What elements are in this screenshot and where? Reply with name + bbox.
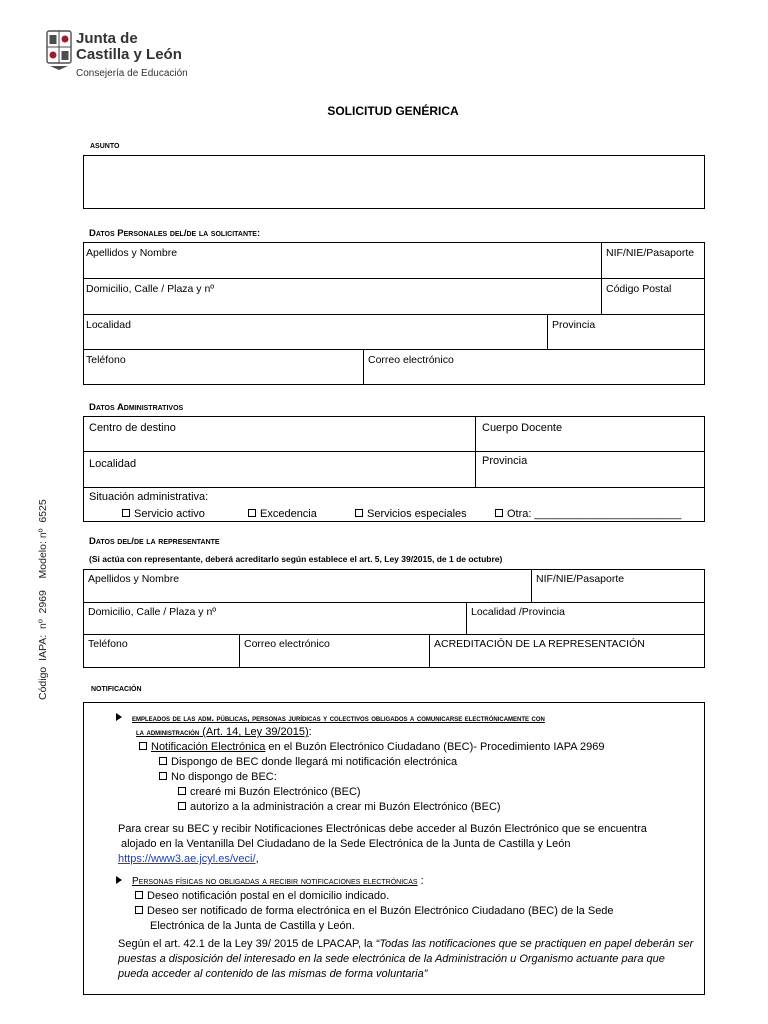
obligados-line-2 xyxy=(136,725,312,739)
para-line-1: Para crear su BEC y recibir Notificaciones Electrónicas debe acceder al Buzón Electrónico que se encuentra xyxy=(118,823,647,835)
electronica-line-2: Electrónica de la Junta de Castilla y León. xyxy=(150,920,355,932)
obligados-text-2c: : xyxy=(308,726,312,738)
personales-table xyxy=(83,242,705,385)
nif-label: NIF/NIE/Pasaporte xyxy=(606,247,695,259)
provincia-field[interactable] xyxy=(548,315,704,349)
para-line-3 xyxy=(118,852,259,866)
logo-line-3: Consejería de Educación xyxy=(76,68,188,79)
option-activo-label: Servicio activo xyxy=(134,508,205,520)
checkbox-icon xyxy=(248,509,256,517)
checkbox-icon xyxy=(159,757,167,765)
representante-heading: Datos del/de la representante xyxy=(89,536,220,547)
logo xyxy=(46,30,186,86)
arrow-bullet-icon xyxy=(116,713,122,721)
localidad-label: Localidad xyxy=(86,319,131,331)
administrativos-table xyxy=(83,416,705,522)
rep-domicilio-label: Domicilio, Calle / Plaza y nº xyxy=(88,606,217,618)
obligados-text-1: empleados de las adm. públicas, personas jurídicas y colectivos obligados a comunicarse electrónicamente con xyxy=(132,713,545,723)
correo-field[interactable] xyxy=(364,350,704,385)
page-title: SOLICITUD GENÉRICA xyxy=(327,104,459,118)
rep-acreditacion-field[interactable] xyxy=(430,635,704,667)
representante-note: (Si actúa con representante, deberá acreditarlo según establece el art. 5, Ley 39/2015, de 1 de octubre) xyxy=(89,554,503,564)
personales-heading: Datos Personales del/de la solicitante: xyxy=(89,228,261,239)
option-otra[interactable] xyxy=(495,508,681,521)
arrow-bullet-icon xyxy=(116,876,122,884)
rep-telefono-label: Teléfono xyxy=(88,638,128,650)
obligados-text-2a: la administración xyxy=(136,727,200,737)
telefono-label: Teléfono xyxy=(86,354,126,366)
rep-localidad-label: Localidad /Provincia xyxy=(471,606,565,618)
creare-text: crearé mi Buzón Electrónico (BEC) xyxy=(190,786,361,798)
rep-acreditacion-label: ACREDITACIÓN DE LA REPRESENTACIÓN xyxy=(434,638,645,650)
cuerpo-field[interactable] xyxy=(476,417,704,451)
segun-text-a: Según el art. 42.1 de la Ley 39/ 2015 de LPACAP, la xyxy=(118,938,376,950)
rep-localidad-field[interactable] xyxy=(467,603,704,634)
coat-of-arms-icon xyxy=(46,30,72,70)
bec-text-b: en el Buzón Electrónico Ciudadano (BEC)- Procedimiento IAPA 2969 xyxy=(265,741,605,753)
administrativos-heading: Datos Administrativos xyxy=(89,402,184,413)
bec-text-a: Notificación Electrónica xyxy=(151,741,266,753)
cp-label: Código Postal xyxy=(606,283,672,295)
electronica-text-1: Deseo ser notificado de forma electrónica en el Buzón Electrónico Ciudadano (BEC) de la Sede xyxy=(147,905,614,917)
apellidos-label: Apellidos y Nombre xyxy=(86,247,178,259)
option-servicios-especiales[interactable] xyxy=(355,508,467,521)
fisicas-line xyxy=(116,874,424,889)
checkbox-icon xyxy=(159,772,167,780)
obligados-text-2b: (Art. 14, Ley 39/2015) xyxy=(199,726,309,738)
obligados-line-1 xyxy=(116,711,545,725)
option-notificacion-electronica[interactable] xyxy=(139,740,605,754)
asunto-field[interactable] xyxy=(83,155,705,209)
checkbox-icon xyxy=(135,891,143,899)
adm-provincia-field[interactable] xyxy=(476,452,704,487)
rep-correo-label: Correo electrónico xyxy=(244,638,330,650)
logo-line-1: Junta de xyxy=(76,30,138,47)
checkbox-icon xyxy=(135,906,143,914)
rep-apellidos-field[interactable] xyxy=(84,570,531,602)
option-autorizo-bec[interactable] xyxy=(178,800,501,814)
option-no-dispongo-bec[interactable] xyxy=(159,770,277,784)
dispongo-text: Dispongo de BEC donde llegará mi notificación electrónica xyxy=(171,756,458,768)
option-excedencia[interactable] xyxy=(248,508,317,521)
rep-domicilio-field[interactable] xyxy=(84,603,466,634)
checkbox-icon xyxy=(122,509,130,517)
domicilio-label: Domicilio, Calle / Plaza y nº xyxy=(86,283,215,295)
centro-label: Centro de destino xyxy=(89,422,176,434)
option-excedencia-label: Excedencia xyxy=(260,508,317,520)
cp-field[interactable] xyxy=(602,279,704,314)
checkbox-icon xyxy=(355,509,363,517)
rep-nif-label: NIF/NIE/Pasaporte xyxy=(536,573,625,585)
segun-line-3: pueda acceder al contenido de las mismas de forma voluntaria” xyxy=(118,968,428,980)
option-otra-label: Otra: ________________________ xyxy=(507,508,682,520)
provincia-label: Provincia xyxy=(552,319,596,331)
notificacion-heading: notificación xyxy=(91,683,142,694)
rep-apellidos-label: Apellidos y Nombre xyxy=(88,573,180,585)
side-code: Código IAPA: nº 2969 Modelo: nº 6525 xyxy=(37,499,49,700)
nif-field[interactable] xyxy=(602,243,704,278)
domicilio-field[interactable] xyxy=(84,279,601,314)
representante-table xyxy=(83,569,705,668)
option-electronica[interactable] xyxy=(135,904,614,918)
option-servicio-activo[interactable] xyxy=(122,508,205,521)
adm-provincia-label: Provincia xyxy=(482,455,528,467)
veci-link[interactable]: https://www3.ae.jcyl.es/veci/ xyxy=(118,853,256,865)
adm-localidad-label: Localidad xyxy=(89,458,137,470)
segun-line-1 xyxy=(118,937,693,951)
checkbox-icon xyxy=(139,742,147,750)
correo-label: Correo electrónico xyxy=(368,354,454,366)
rep-nif-field[interactable] xyxy=(532,570,704,602)
fisicas-text: Personas físicas no obligadas a recibir notificaciones electrónicas xyxy=(132,876,418,887)
cuerpo-label: Cuerpo Docente xyxy=(482,422,563,434)
no-dispongo-text: No dispongo de BEC: xyxy=(171,771,277,783)
option-dispongo-bec[interactable] xyxy=(159,755,457,769)
localidad-field[interactable] xyxy=(84,315,547,349)
rep-telefono-field[interactable] xyxy=(84,635,239,667)
segun-text-b: “Todas las notificaciones que se practiquen en papel deberán ser xyxy=(375,938,694,950)
situacion-label: Situación administrativa: xyxy=(89,491,209,503)
link-after: , xyxy=(255,853,259,865)
adm-localidad-field[interactable] xyxy=(84,452,475,487)
option-especiales-label: Servicios especiales xyxy=(367,508,467,520)
asunto-heading: asunto xyxy=(90,140,120,151)
checkbox-icon xyxy=(178,802,186,810)
centro-field[interactable] xyxy=(84,417,475,451)
segun-line-2: puestas a disposición del interesado en la sede electrónica de la Administración u Organismo actuante para que xyxy=(118,953,665,965)
para-line-2: alojado en la Ventanilla Del Ciudadano de la Sede Electrónica de la Junta de Castilla y León xyxy=(121,838,571,850)
option-creare-bec[interactable] xyxy=(178,785,361,799)
rep-correo-field[interactable] xyxy=(240,635,429,667)
option-postal[interactable] xyxy=(135,889,389,903)
checkbox-icon xyxy=(495,509,503,517)
autorizo-text: autorizo a la administración a crear mi Buzón Electrónico (BEC) xyxy=(190,801,501,813)
postal-text: Deseo notificación postal en el domicilio indicado. xyxy=(147,890,390,902)
logo-line-2: Castilla y León xyxy=(76,46,182,63)
apellidos-field[interactable] xyxy=(84,243,601,278)
checkbox-icon xyxy=(178,787,186,795)
fisicas-after: : xyxy=(417,875,424,887)
telefono-field[interactable] xyxy=(84,350,363,385)
